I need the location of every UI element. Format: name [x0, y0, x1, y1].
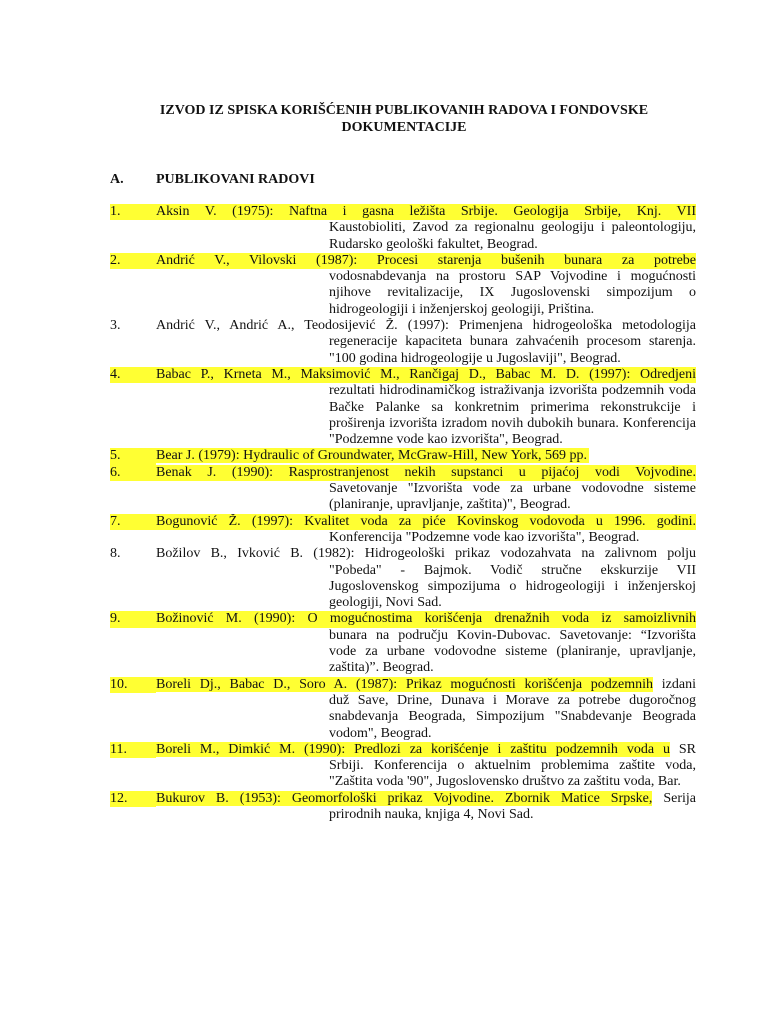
reference-first-tail: SR: [678, 741, 696, 757]
reference-first-text: Andrić V., Vilovski (1987): Procesi starenja bušenih bunara za potrebe: [156, 252, 696, 268]
reference-first-line: [156, 546, 696, 562]
reference-first-text: Božilov B., Ivković B. (1982): Hidrogeološki prikaz vodozahvata na zalivnom polju: [156, 546, 696, 562]
reference-first-text: Božinović M. (1990): O mogućnostima korišćenja drenažnih voda iz samoizlivnih: [156, 611, 696, 627]
reference-first-line: [156, 514, 696, 530]
reference-entry: [0, 742, 768, 791]
reference-first-line: [156, 367, 696, 383]
reference-list: [0, 204, 768, 823]
reference-continuation: vodosnabdevanja na prostoru SAP Vojvodine i mogućnosti njihove revitalizacije, IX Jugoslovenski simpozijum o hidrogeologiji i inženjerskoj geologiji, Priština.: [329, 269, 696, 317]
section-title: PUBLIKOVANI RADOVI: [156, 172, 315, 187]
reference-first-text: Andrić V., Andrić A., Teodosijević Ž. (1997): Primenjena hidrogeološka metodologija: [156, 318, 696, 334]
reference-first-line: [156, 611, 696, 627]
reference-number: 8.: [110, 546, 121, 562]
reference-continuation: "Pobeda" - Bajmok. Vodič stručne ekskurzije VII Jugoslovenskog simpozijuma o hidrogeologiji i inženjerskoj geologiji, Novi Sad.: [329, 562, 696, 611]
reference-entry: [0, 253, 768, 318]
reference-first-text: Aksin V. (1975): Naftna i gasna ležišta Srbije. Geologija Srbije, Knj. VII: [156, 204, 696, 219]
reference-continuation: Kaustobioliti, Zavod za regionalnu geologiju i paleontologiju, Rudarsko geološki fakultet, Beograd.: [329, 220, 696, 252]
reference-entry: [0, 611, 768, 676]
reference-number: 5.: [110, 448, 156, 464]
reference-first-line: [156, 318, 696, 334]
reference-first-text: Bear J. (1979): Hydraulic of Groundwater, McGraw-Hill, New York, 569 pp.: [156, 448, 588, 464]
reference-continuation: regeneracije kapaciteta bunara zahvaćenih procesom starenja. "100 godina hidrogeologije u Jugoslaviji", Beograd.: [329, 334, 696, 366]
reference-first-tail: Serija: [663, 790, 696, 806]
reference-first-line: [156, 448, 768, 464]
reference-first-text: Bukurov B. (1953): Geomorfološki prikaz Vojvodine. Zbornik Matice Srpske,: [156, 790, 653, 806]
reference-number: 3.: [110, 318, 121, 334]
reference-first-line: [156, 465, 696, 481]
reference-number: 4.: [110, 367, 156, 383]
reference-first-text: Babac P., Krneta M., Maksimović M., Rančigaj D., Babac M. D. (1997): Odredjeni: [156, 366, 696, 382]
reference-number: 10.: [110, 677, 156, 693]
reference-entry: [0, 204, 768, 253]
reference-entry: [0, 318, 768, 367]
reference-entry: [0, 677, 768, 742]
reference-first-line: [156, 742, 696, 758]
reference-continuation: duž Save, Drine, Dunava i Morave za potrebe dugoročnog snabdevanja Beograda, Simpozijum "Snabdevanje Beograda vodom", Beograd.: [329, 692, 696, 741]
reference-first-tail: izdani: [661, 676, 696, 692]
reference-number: 9.: [110, 611, 156, 627]
reference-first-text: Boreli M., Dimkić M. (1990): Predlozi za korišćenje i zaštitu podzemnih voda u: [156, 741, 670, 757]
reference-entry: [0, 465, 768, 514]
reference-entry: [0, 546, 768, 611]
reference-number: 6.: [110, 465, 156, 481]
reference-number: 12.: [110, 791, 156, 807]
reference-first-text: Bogunović Ž. (1997): Kvalitet voda za piće Kovinskog vodovoda u 1996. godini.: [156, 513, 696, 529]
reference-number: 1.: [110, 204, 156, 220]
reference-number: 2.: [110, 253, 156, 269]
reference-number: 11.: [110, 742, 156, 758]
reference-first-line: [156, 791, 696, 807]
page-title: IZVOD IZ SPISKA KORIŠĆENIH PUBLIKOVANIH RADOVA I FONDOVSKE DOKUMENTACIJE: [159, 103, 649, 135]
reference-continuation: Srbiji. Konferencija o aktuelnim problemima zaštite voda, "Zaštita voda '90", Jugoslovensko društvo za zaštitu voda, Bar.: [329, 758, 696, 790]
reference-first-text: Benak J. (1990): Rasprostranjenost nekih supstanci u pijaćoj vodi Vojvodine.: [156, 464, 696, 480]
reference-first-line: [156, 204, 696, 220]
reference-continuation: Konferencija "Podzemne vode kao izvorišta", Beograd.: [329, 529, 640, 545]
reference-continuation: rezultati hidrodinamičkog istraživanja izvorišta podzemnih voda Bačke Palanke sa konkretnim primerima rekonstrukcije i proširenja izvorišta izradom novih dubokih bunara. Konferencija "Podzemne vode kao izvorišta", Beograd.: [329, 383, 696, 448]
reference-entry: [0, 448, 768, 464]
reference-continuation: bunara na području Kovin-Dubovac. Savetovanje: “Izvorišta vode za urbane vodovodne sisteme (planiranje, upravljanje, zaštita)”. Beograd.: [329, 627, 696, 676]
reference-first-text: Boreli Dj., Babac D., Soro A. (1987): Prikaz mogućnosti korišćenja podzemnih: [156, 676, 654, 692]
reference-entry: [0, 514, 768, 547]
reference-number: 7.: [110, 514, 156, 530]
section-number: A.: [110, 172, 124, 187]
reference-entry: [0, 367, 768, 448]
reference-continuation: prirodnih nauka, knjiga 4, Novi Sad.: [329, 806, 534, 822]
reference-continuation: Savetovanje "Izvorišta vode za urbane vodovodne sisteme (planiranje, upravljanje, zaštita)", Beograd.: [329, 481, 696, 513]
reference-entry: [0, 791, 768, 824]
reference-first-line: [156, 677, 696, 693]
reference-first-line: [156, 253, 696, 269]
